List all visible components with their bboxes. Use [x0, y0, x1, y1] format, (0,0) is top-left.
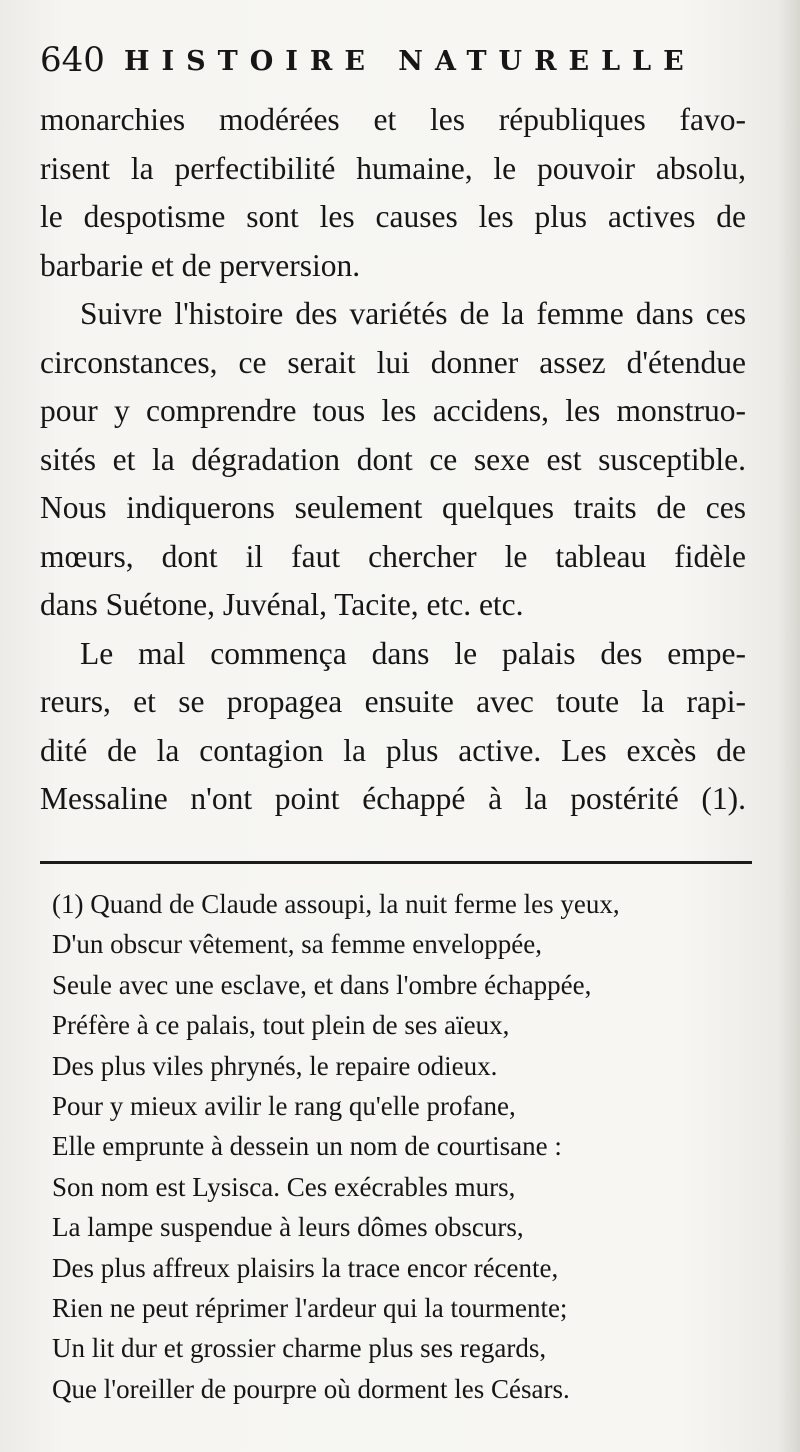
footnote [52, 884, 732, 1409]
text-line: mœurs, dont il faut chercher le tableau fidèle [40, 538, 746, 574]
main-text [40, 96, 746, 824]
page-header [40, 38, 720, 82]
footnote-line: Elle emprunte à dessein un nom de courtisane : [52, 1131, 562, 1162]
text-line: sités et la dégradation dont ce sexe est susceptible. [40, 441, 746, 477]
footnote-line: La lampe suspendue à leurs dômes obscurs, [52, 1212, 524, 1243]
footnote-line: D'un obscur vêtement, sa femme enveloppée, [52, 929, 542, 960]
text-line: circonstances, ce serait lui donner assez d'étendue [40, 344, 746, 380]
footnote-line: Un lit dur et grossier charme plus ses regards, [52, 1333, 547, 1364]
paragraph-first-line: Suivre l'histoire des variétés de la femme dans ces [80, 296, 746, 331]
footnote-line: Que l'oreiller de pourpre où dorment les Césars. [52, 1373, 570, 1404]
footnote-line: Des plus viles phrynés, le repaire odieux. [52, 1050, 498, 1081]
text-line: risent la perfectibilité humaine, le pouvoir absolu, [40, 150, 746, 186]
page-edge-shadow [778, 0, 800, 1452]
text-line: le despotisme sont les causes les plus actives de [40, 199, 746, 234]
text-line: dans Suétone, Juvénal, Tacite, etc. etc. [40, 587, 524, 622]
text-line: Messaline n'ont point échappé à la postérité (1). [40, 781, 746, 816]
text-line: monarchies modérées et les républiques favo- [40, 102, 746, 137]
footnote-divider [40, 861, 752, 864]
paragraph-first-line: Le mal commença dans le palais des empe- [80, 635, 746, 671]
footnote-line: Pour y mieux avilir le rang qu'elle profane, [52, 1091, 516, 1122]
text-line: pour y comprendre tous les accidens, les monstruo- [40, 393, 746, 428]
footnote-line: Seule avec une esclave, et dans l'ombre échappée, [52, 969, 592, 1000]
footnote-line: Préfère à ce palais, tout plein de ses aïeux, [52, 1010, 510, 1041]
footnote-line: Son nom est Lysisca. Ces exécrables murs, [52, 1171, 516, 1202]
page-number: 640 [40, 40, 105, 80]
text-line: barbarie et de perversion. [40, 247, 361, 283]
running-title: HISTOIRE NATURELLE [124, 46, 696, 77]
footnote-line: Des plus affreux plaisirs la trace encor récente, [52, 1252, 559, 1283]
text-line: dité de la contagion la plus active. Les excès de [40, 732, 746, 768]
text-line: Nous indiquerons seulement quelques traits de ces [40, 490, 746, 525]
footnote-line: Rien ne peut réprimer l'ardeur qui la tourmente; [52, 1293, 568, 1324]
footnote-line: (1) Quand de Claude assoupi, la nuit ferme les yeux, [52, 889, 620, 919]
text-line: reurs, et se propagea ensuite avec toute la rapi- [40, 684, 746, 719]
